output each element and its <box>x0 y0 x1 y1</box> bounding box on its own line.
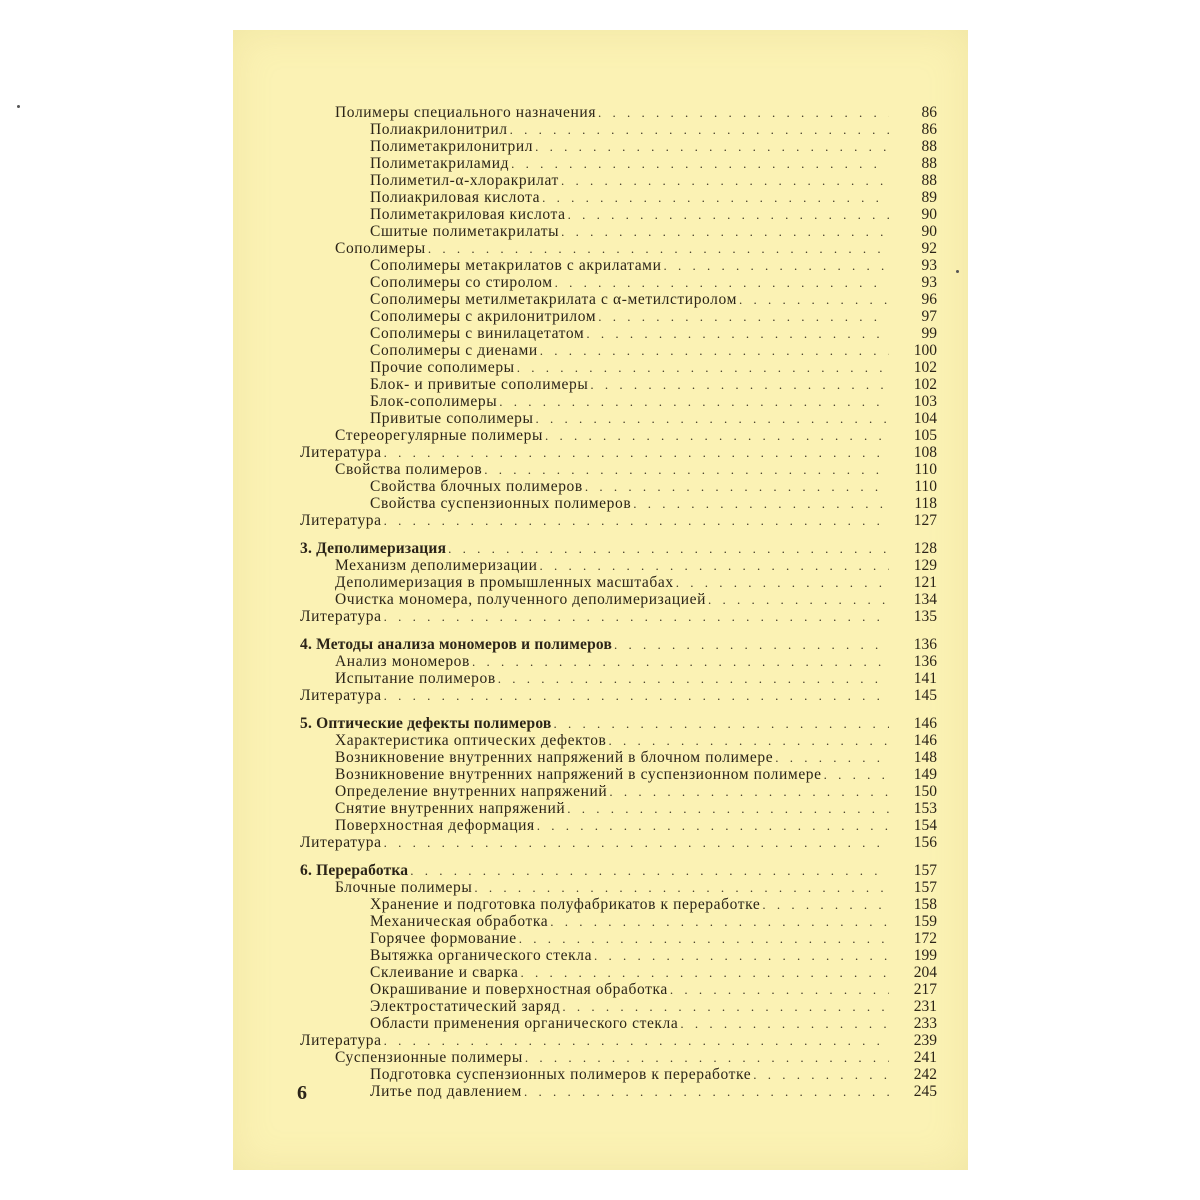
dot-leader <box>542 189 889 206</box>
toc-entry <box>370 325 937 342</box>
dot-leader <box>540 557 889 574</box>
toc-entry-title: Свойства суспензионных полимеров <box>370 495 632 512</box>
toc-entry-page: 128 <box>913 540 937 557</box>
dot-leader <box>537 817 889 834</box>
toc-entry <box>370 495 937 512</box>
toc-entry-page: 100 <box>913 342 937 359</box>
toc-entry <box>370 964 937 981</box>
toc-entry-page: 104 <box>913 410 937 427</box>
toc-entry-page: 233 <box>913 1015 937 1032</box>
toc-entry-title: Хранение и подготовка полуфабрикатов к переработке <box>370 896 761 913</box>
toc-entry-title: Электростатический заряд <box>370 998 561 1015</box>
toc-entry <box>370 947 937 964</box>
toc-entry <box>335 879 937 896</box>
toc-entry <box>370 998 937 1015</box>
toc-entry-title: Литература <box>300 834 382 851</box>
toc-chapter-heading <box>300 715 937 732</box>
toc-entry-page: 93 <box>921 257 937 274</box>
dot-leader <box>568 206 889 223</box>
toc-entry <box>300 444 937 461</box>
dot-leader <box>535 138 889 155</box>
toc-entry-title: Снятие внутренних напряжений <box>335 800 566 817</box>
toc-entry-page: 204 <box>913 964 937 981</box>
toc-entry-page: 118 <box>914 495 937 512</box>
dot-leader <box>670 981 889 998</box>
toc-entry-title: Деполимеризация в промышленных масштабах <box>335 574 674 591</box>
toc-entry-title: Литье под давлением <box>370 1083 522 1100</box>
toc-entry-title: Испытание полимеров <box>335 670 496 687</box>
dot-leader <box>472 653 889 670</box>
toc-entry <box>335 240 937 257</box>
paper-speck <box>956 270 959 273</box>
toc-entry-page: 97 <box>921 308 937 325</box>
toc-entry-title: Литература <box>300 512 382 529</box>
toc-entry <box>300 1032 937 1049</box>
toc-entry-page: 102 <box>913 376 937 393</box>
toc-entry-title: Сополимеры с диенами <box>370 342 538 359</box>
toc-entry-title: Сополимеры со стиролом <box>370 274 553 291</box>
toc-entry <box>300 834 937 851</box>
toc-entry-page: 88 <box>921 172 937 189</box>
toc-entry-title: Поверхностная деформация <box>335 817 535 834</box>
book-page <box>233 30 968 1170</box>
toc-entry-page: 86 <box>921 104 937 121</box>
toc-entry <box>370 291 937 308</box>
page-number: 6 <box>297 1082 307 1104</box>
toc-entry-title: Литература <box>300 687 382 704</box>
toc-chapter-heading <box>300 862 937 879</box>
toc-entry-page: 135 <box>913 608 937 625</box>
toc-entry <box>335 800 937 817</box>
dot-leader <box>525 1049 889 1066</box>
toc-entry <box>370 155 937 172</box>
toc-entry-page: 134 <box>913 591 937 608</box>
toc-entry-title: Окрашивание и поверхностная обработка <box>370 981 668 998</box>
toc-entry-page: 129 <box>913 557 937 574</box>
dot-leader <box>484 461 889 478</box>
toc-entry-page: 157 <box>913 879 937 896</box>
toc-entry <box>370 189 937 206</box>
toc-entry-title: Полиметакриламид <box>370 155 510 172</box>
toc-entry-title: Подготовка суспензионных полимеров к переработке <box>370 1066 752 1083</box>
dot-leader <box>524 1083 889 1100</box>
dot-leader <box>633 495 889 512</box>
toc-entry-title: Свойства полимеров <box>335 461 483 478</box>
toc-chapter-heading <box>300 540 937 557</box>
toc-entry-page: 110 <box>914 461 937 478</box>
toc-entry <box>370 913 937 930</box>
toc-entry-page: 105 <box>913 427 937 444</box>
dot-leader <box>594 947 889 964</box>
toc-entry <box>370 981 937 998</box>
toc-entry-title: Полиакрилонитрил <box>370 121 508 138</box>
toc-entry <box>370 138 937 155</box>
toc-entry-page: 90 <box>921 223 937 240</box>
toc-entry-title: 4. Методы анализа мономеров и полимеров <box>300 636 613 653</box>
dot-leader <box>384 608 889 625</box>
toc-entry-title: Прочие сополимеры <box>370 359 515 376</box>
toc-entry-page: 90 <box>921 206 937 223</box>
toc-entry <box>370 308 937 325</box>
toc-entry <box>335 427 937 444</box>
toc-entry <box>370 1083 937 1100</box>
dot-leader <box>550 913 889 930</box>
toc-entry <box>370 478 937 495</box>
toc-entry-title: Определение внутренних напряжений <box>335 783 608 800</box>
toc-entry-page: 88 <box>921 138 937 155</box>
dot-leader <box>499 393 889 410</box>
dot-leader <box>553 715 889 732</box>
dot-leader <box>739 291 889 308</box>
toc-entry-page: 108 <box>913 444 937 461</box>
toc-entry-title: Сшитые полиметакрилаты <box>370 223 560 240</box>
toc-entry-page: 93 <box>921 274 937 291</box>
dot-leader <box>680 1015 889 1032</box>
toc-entry-page: 102 <box>913 359 937 376</box>
toc-entry-page: 241 <box>913 1049 937 1066</box>
toc-entry <box>370 896 937 913</box>
toc-entry-title: Блок- и привитые сополимеры <box>370 376 589 393</box>
toc-entry-title: Привитые сополимеры <box>370 410 534 427</box>
toc-entry-title: Возникновение внутренних напряжений в блочном полимере <box>335 749 774 766</box>
toc-entry-page: 146 <box>913 715 937 732</box>
toc-entry <box>335 766 937 783</box>
dot-leader <box>585 478 889 495</box>
dot-leader <box>608 732 889 749</box>
dot-leader <box>384 687 889 704</box>
toc-entry-title: Полиметакриловая кислота <box>370 206 566 223</box>
toc-entry-title: Механическая обработка <box>370 913 549 930</box>
toc-entry-title: Области применения органического стекла <box>370 1015 679 1032</box>
toc-entry-page: 92 <box>921 240 937 257</box>
toc-entry-title: Сополимеры метилметакрилата с α-метилстиролом <box>370 291 737 308</box>
toc-entry-title: Сополимеры с акрилонитрилом <box>370 308 597 325</box>
toc-entry <box>335 1049 937 1066</box>
toc-entry-title: Блок-сополимеры <box>370 393 498 410</box>
toc-entry-title: Сополимеры с винилацетатом <box>370 325 585 342</box>
toc-entry-title: Суспензионные полимеры <box>335 1049 523 1066</box>
toc-entry <box>370 930 937 947</box>
dot-leader <box>384 512 889 529</box>
toc-entry-title: Полимеры специального назначения <box>335 104 597 121</box>
toc-entry <box>370 121 937 138</box>
toc-entry-title: Полиметакрилонитрил <box>370 138 534 155</box>
toc-entry-page: 110 <box>914 478 937 495</box>
dot-leader <box>545 427 889 444</box>
toc-entry <box>300 687 937 704</box>
toc-entry-title: Механизм деполимеризации <box>335 557 538 574</box>
toc-entry <box>335 670 937 687</box>
toc-entry-title: Возникновение внутренних напряжений в суспензионном полимере <box>335 766 822 783</box>
toc-entry-page: 148 <box>913 749 937 766</box>
toc-entry-page: 127 <box>913 512 937 529</box>
toc-entry-title: Литература <box>300 1032 382 1049</box>
toc-entry <box>335 817 937 834</box>
toc-entry-title: Вытяжка органического стекла <box>370 947 593 964</box>
dot-leader <box>384 1032 889 1049</box>
toc-entry <box>370 359 937 376</box>
dot-leader <box>536 410 889 427</box>
toc-entry <box>370 257 937 274</box>
toc-entry-page: 149 <box>913 766 937 783</box>
toc-entry-page: 172 <box>913 930 937 947</box>
dot-leader <box>676 574 889 591</box>
toc-entry <box>370 342 937 359</box>
dot-leader <box>410 862 889 879</box>
toc-entry-title: Стереорегулярные полимеры <box>335 427 544 444</box>
toc-entry-page: 242 <box>913 1066 937 1083</box>
toc-entry-page: 99 <box>921 325 937 342</box>
toc-entry-title: Склеивание и сварка <box>370 964 519 981</box>
toc-entry-title: Характеристика оптических дефектов <box>335 732 607 749</box>
toc-entry-page: 157 <box>913 862 937 879</box>
dot-leader <box>474 879 889 896</box>
paper-speck <box>17 105 20 108</box>
toc-entry-page: 245 <box>913 1083 937 1100</box>
toc-entry <box>335 749 937 766</box>
dot-leader <box>555 274 889 291</box>
toc-entry-title: Полиметил-α-хлоракрилат <box>370 172 559 189</box>
dot-leader <box>428 240 889 257</box>
toc-entry-page: 141 <box>913 670 937 687</box>
dot-leader <box>540 342 889 359</box>
toc-entry-page: 88 <box>921 155 937 172</box>
toc-entry-page: 158 <box>913 896 937 913</box>
toc-entry <box>335 783 937 800</box>
toc-entry <box>370 376 937 393</box>
toc-entry-title: Анализ мономеров <box>335 653 470 670</box>
toc-entry <box>335 653 937 670</box>
toc-entry-page: 156 <box>913 834 937 851</box>
dot-leader <box>561 172 889 189</box>
toc-entry <box>370 1066 937 1083</box>
toc-chapter-heading <box>300 636 937 653</box>
dot-leader <box>590 376 889 393</box>
toc-entry-title: Сополимеры <box>335 240 426 257</box>
toc-entry-title: Блочные полимеры <box>335 879 473 896</box>
toc-entry <box>370 172 937 189</box>
dot-leader <box>517 359 889 376</box>
toc-entry-page: 146 <box>913 732 937 749</box>
dot-leader <box>664 257 890 274</box>
toc-entry-title: Полиакриловая кислота <box>370 189 541 206</box>
toc-entry-page: 103 <box>913 393 937 410</box>
toc-entry-page: 150 <box>913 783 937 800</box>
toc-entry-page: 239 <box>913 1032 937 1049</box>
toc-entry <box>335 461 937 478</box>
toc-entry <box>370 223 937 240</box>
toc-entry-page: 121 <box>913 574 937 591</box>
toc-entry-page: 231 <box>913 998 937 1015</box>
toc-entry-page: 136 <box>913 636 937 653</box>
dot-leader <box>567 800 889 817</box>
dot-leader <box>562 998 889 1015</box>
dot-leader <box>561 223 889 240</box>
toc-entry-title: Свойства блочных полимеров <box>370 478 583 495</box>
toc-entry-title: Литература <box>300 444 382 461</box>
toc-entry-page: 217 <box>913 981 937 998</box>
dot-leader <box>775 749 889 766</box>
toc-entry <box>370 1015 937 1032</box>
dot-leader <box>753 1066 889 1083</box>
toc-entry-title: Литература <box>300 608 382 625</box>
dot-leader <box>510 121 889 138</box>
toc-entry-title: 6. Переработка <box>300 862 409 879</box>
toc-entry-page: 86 <box>921 121 937 138</box>
toc-entry <box>300 512 937 529</box>
dot-leader <box>708 591 889 608</box>
toc-entry-title: Сополимеры метакрилатов с акрилатами <box>370 257 662 274</box>
toc-entry-title: Горячее формование <box>370 930 517 947</box>
dot-leader <box>598 308 889 325</box>
toc-entry <box>370 393 937 410</box>
toc-entry <box>370 410 937 427</box>
dot-leader <box>511 155 889 172</box>
toc-entry-page: 136 <box>913 653 937 670</box>
toc-entry-page: 154 <box>913 817 937 834</box>
dot-leader <box>598 104 889 121</box>
dot-leader <box>824 766 889 783</box>
dot-leader <box>384 444 889 461</box>
toc-entry <box>370 274 937 291</box>
toc-entry-page: 96 <box>921 291 937 308</box>
toc-entry-title: 3. Деполимеризация <box>300 540 447 557</box>
toc-entry-page: 145 <box>913 687 937 704</box>
toc-entry-title: Очистка мономера, полученного деполимеризацией <box>335 591 707 608</box>
toc-entry-page: 199 <box>913 947 937 964</box>
dot-leader <box>448 540 889 557</box>
toc-entry <box>335 591 937 608</box>
dot-leader <box>609 783 889 800</box>
toc-entry <box>335 732 937 749</box>
dot-leader <box>521 964 890 981</box>
toc-entry-page: 159 <box>913 913 937 930</box>
toc-entry <box>335 557 937 574</box>
dot-leader <box>498 670 889 687</box>
dot-leader <box>519 930 889 947</box>
dot-leader <box>614 636 889 653</box>
dot-leader <box>384 834 889 851</box>
toc-entry <box>300 608 937 625</box>
toc-entry <box>335 574 937 591</box>
dot-leader <box>586 325 889 342</box>
toc-entry-page: 153 <box>913 800 937 817</box>
toc-entry <box>335 104 937 121</box>
toc-entry <box>370 206 937 223</box>
toc-entry-title: 5. Оптические дефекты полимеров <box>300 715 552 732</box>
toc-entry-page: 89 <box>921 189 937 206</box>
dot-leader <box>762 896 889 913</box>
